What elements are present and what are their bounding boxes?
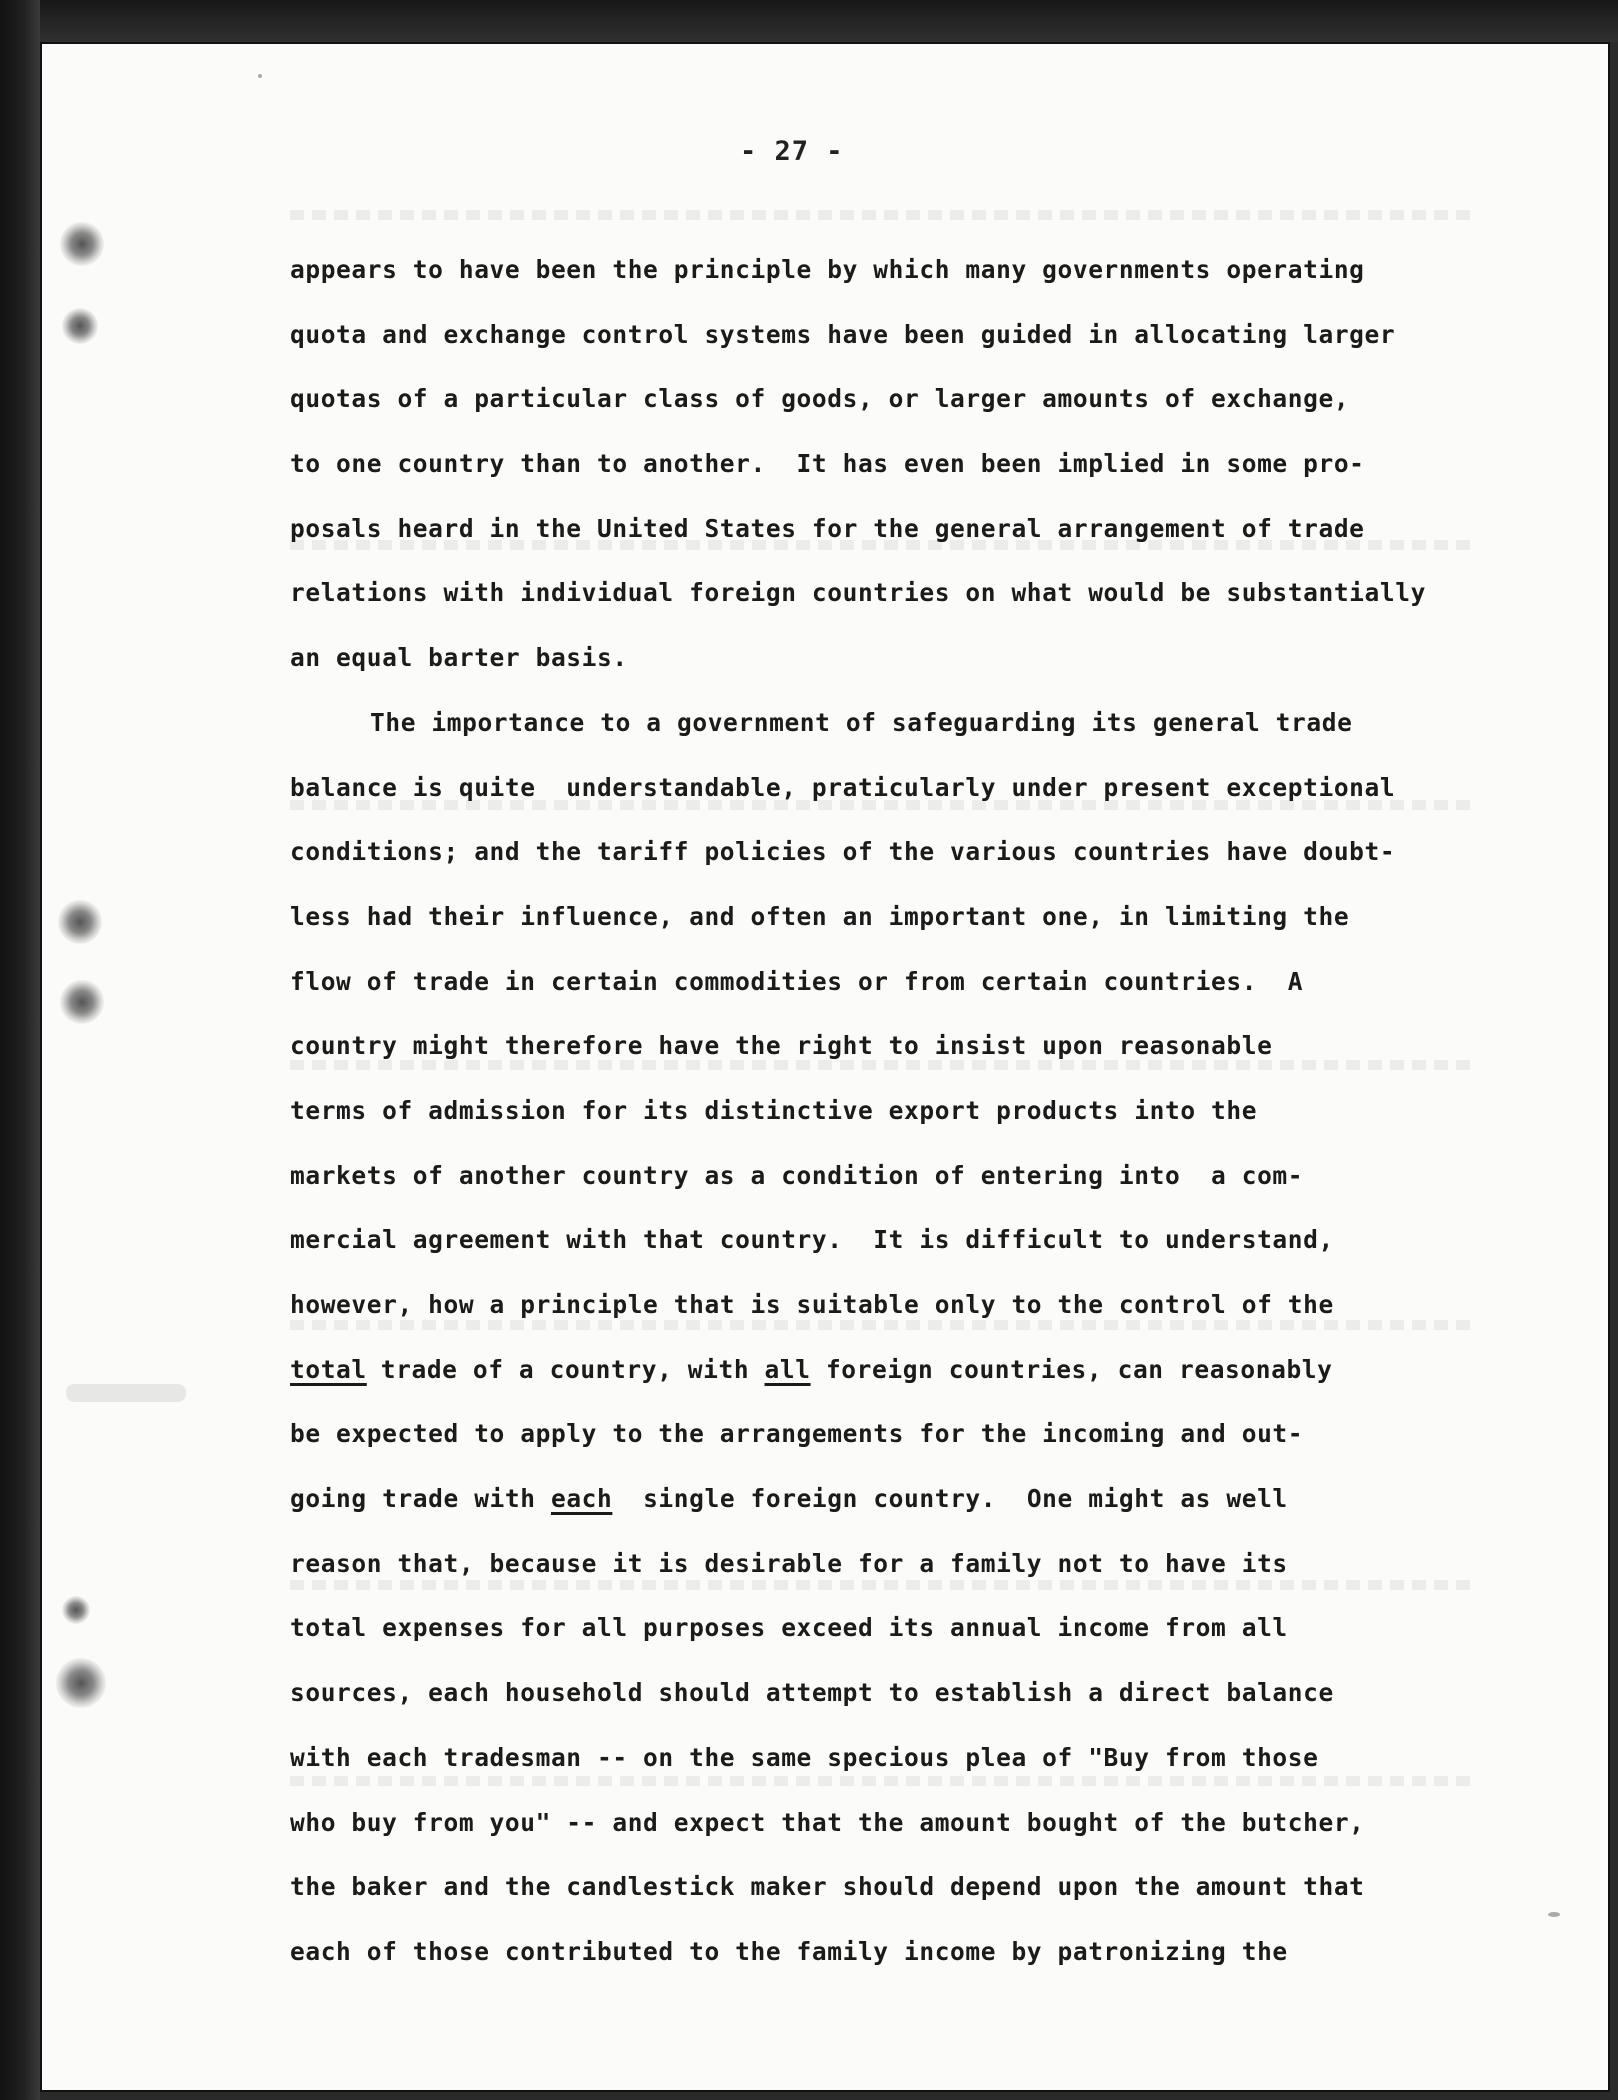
text-line: less had their influence, and often an important one, in limiting the [290, 901, 1350, 931]
text-line [290, 1338, 1540, 1403]
punch-hole-mark [58, 900, 102, 944]
page-number: - 27 - [740, 136, 844, 167]
text-line [290, 1467, 1540, 1532]
punch-hole-mark [60, 222, 104, 266]
text-line: quotas of a particular class of goods, or larger amounts of exchange, [290, 384, 1350, 414]
punch-hole-mark [60, 980, 104, 1024]
text-line: the baker and the candlestick maker should depend upon the amount that [290, 1872, 1365, 1902]
text-line: total expenses for all purposes exceed its annual income from all [290, 1613, 1288, 1643]
underlined-word-total: total [290, 1354, 367, 1384]
text-line: mercial agreement with that country. It is difficult to understand, [290, 1225, 1334, 1255]
text-segment: going trade with [290, 1484, 551, 1514]
text-segment: foreign countries, can reasonably [810, 1354, 1333, 1384]
text-line: quota and exchange control systems have been guided in allocating larger [290, 319, 1396, 349]
text-line: each of those contributed to the family income by patronizing the [290, 1936, 1288, 1966]
text-segment: single foreign country. One might as well [612, 1484, 1288, 1514]
ink-speck [258, 74, 262, 78]
ink-speck [66, 1384, 186, 1402]
text-line: sources, each household should attempt to establish a direct balance [290, 1678, 1334, 1708]
show-through-text [290, 210, 1470, 220]
text-line: however, how a principle that is suitable only to the control of the [290, 1290, 1334, 1319]
body-text [290, 238, 1540, 1985]
ink-speck [1548, 1912, 1560, 1917]
text-line: conditions; and the tariff policies of the various countries have doubt- [290, 837, 1396, 867]
text-line: flow of trade in certain commodities or from certain countries. A [290, 966, 1304, 996]
text-line: an equal barter basis. [290, 643, 628, 673]
scan-top-edge [0, 0, 1618, 42]
paragraph-start-line: The importance to a government of safeguarding its general trade [370, 707, 1353, 737]
scan-left-edge [0, 0, 40, 2100]
text-line: to one country than to another. It has even been implied in some pro- [290, 449, 1365, 479]
text-line: reason that, because it is desirable for a family not to have its [290, 1548, 1288, 1578]
text-line: appears to have been the principle by which many governments operating [290, 255, 1365, 284]
text-line: be expected to apply to the arrangements for the incoming and out- [290, 1419, 1304, 1449]
text-line: relations with individual foreign countries on what would be substantially [290, 578, 1426, 608]
text-line: posals heard in the United States for the general arrangement of trade [290, 513, 1365, 543]
punch-hole-mark [62, 308, 98, 344]
text-line: who buy from you" -- and expect that the amount bought of the butcher, [290, 1807, 1365, 1837]
punch-hole-mark [56, 1658, 106, 1708]
text-segment: trade of a country, with [380, 1354, 765, 1384]
text-line: markets of another country as a condition of entering into a com- [290, 1160, 1304, 1190]
text-line: terms of admission for its distinctive export products into the [290, 1095, 1258, 1125]
text-line: with each tradesman -- on the same specious plea of "Buy from those [290, 1742, 1319, 1772]
punch-hole-mark [62, 1596, 90, 1624]
underlined-word-all: all [764, 1354, 811, 1384]
text-line: country might therefore have the right to insist upon reasonable [290, 1031, 1273, 1061]
underlined-word-each: each [550, 1484, 613, 1514]
text-line: balance is quite understandable, praticularly under present exceptional [290, 772, 1396, 802]
